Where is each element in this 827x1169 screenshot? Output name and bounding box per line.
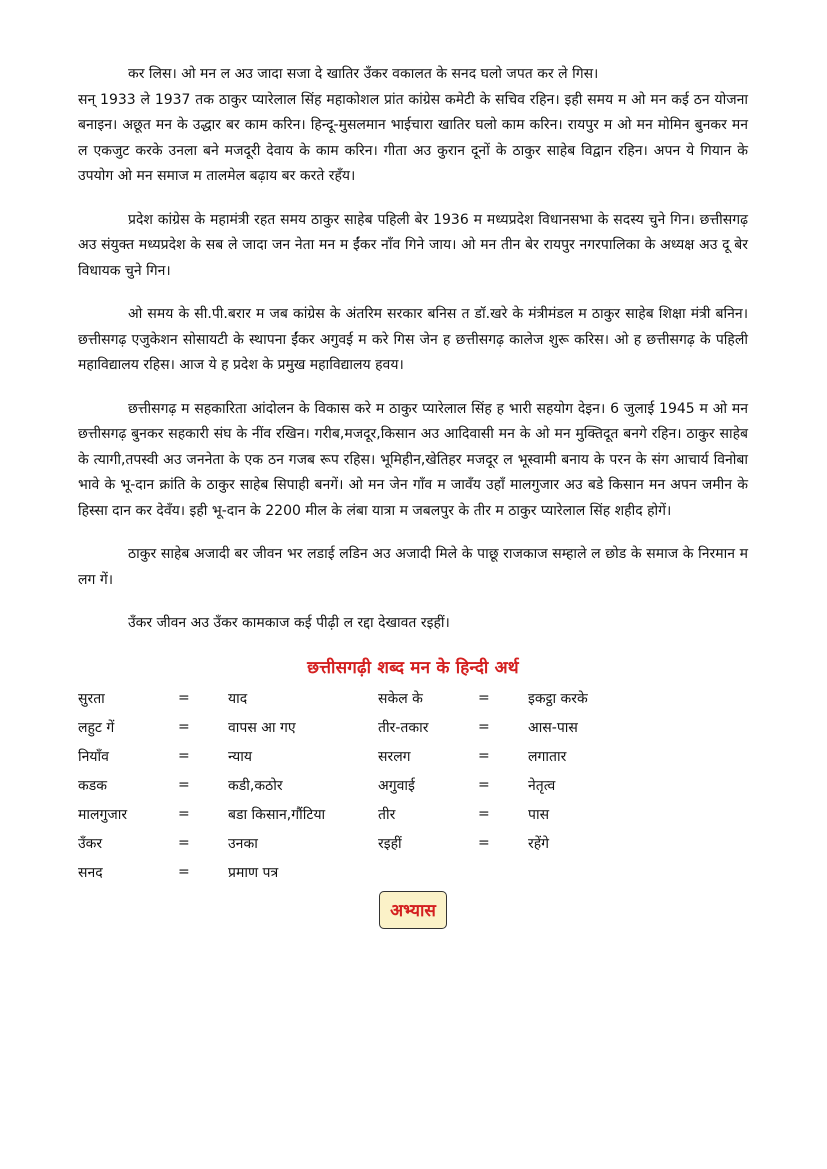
glossary-meaning: नेतृत्व — [528, 777, 556, 794]
glossary-meaning: वापस आ गए — [228, 719, 296, 736]
glossary-equals: = — [478, 777, 490, 793]
paragraph-3: प्रदेश कांग्रेस के महामंत्री रहत समय ठाकुर साहेब पहिली बेर 1936 म मध्यप्रदेश विधानसभा के सदस्य चुने गिन। छत्तीसगढ़ अउ संयुक्त मध्यप्रदेश के सब ले जादा जन नेता मन म ईंकर नाँव गिने जाय। ओ मन तीन बेर रायपुर नगरपालिका के अध्यक्ष अउ दू बेर विधायक चुने गिन। — [78, 211, 748, 279]
glossary-row — [78, 771, 748, 800]
glossary-row — [78, 800, 748, 829]
document-page — [78, 62, 748, 929]
glossary-meaning: इकट्ठा करके — [528, 690, 588, 707]
glossary-equals: = — [178, 748, 190, 764]
glossary-meaning: आस-पास — [528, 719, 578, 736]
glossary-equals: = — [178, 806, 190, 822]
glossary-meaning: न्याय — [228, 748, 252, 765]
paragraph-2: सन् 1933 ले 1937 तक ठाकुर प्यारेलाल सिंह महाकोशल प्रांत कांग्रेस कमेटी के सचिव रहिन। इही समय म ओ मन कई ठन योजना बनाइन। अछूत मन के उद्धार बर काम करिन। हिन्दू-मुसलमान भाईचारा खातिर घलो काम करिन। रायपुर म ओ मन मोमिन बुनकर मन ल एकजुट करके उनला बने मजदूरी देवाय के काम करिन। गीता अउ कुरान दूनों के ठाकुर साहेब विद्वान रहिन। अपन ये गियान के उपयोग ओ मन समाज म तालमेल बढ़ाय बर करते रहँय। — [78, 91, 748, 184]
paragraph-6: ठाकुर साहेब अजादी बर जीवन भर लडाई लडिन अउ अजादी मिले के पाछू राजकाज सम्हाले ल छोड के समाज के निरमान म लग गें। — [78, 546, 748, 588]
glossary-equals: = — [178, 835, 190, 851]
glossary-meaning: उनका — [228, 835, 258, 852]
exercise-button[interactable]: अभ्यास — [379, 891, 447, 929]
glossary-word: लहुट गें — [78, 719, 115, 736]
glossary-word: तीर — [378, 806, 396, 823]
glossary-word: कडक — [78, 777, 107, 794]
paragraph-7: उँकर जीवन अउ उँकर कामकाज कई पीढ़ी ल रद्दा देखावत रइहीं। — [128, 615, 450, 631]
glossary-word: अगुवाई — [378, 777, 415, 794]
glossary-equals: = — [178, 777, 190, 793]
paragraph-4: ओ समय के सी.पी.बरार म जब कांग्रेस के अंतरिम सरकार बनिस त डॉ.खरे के मंत्रीमंडल म ठाकुर साहेब शिक्षा मंत्री बनिन। छत्तीसगढ़ एजुकेशन सोसायटी के स्थापना ईंकर अगुवई म करे गिस जेन ह छत्तीसगढ़ कालेज शुरू करिस। ओ ह छत्तीसगढ़ के पहिली महाविद्यालय रहिस। आज ये ह प्रदेश के प्रमुख महाविद्यालय हवय। — [78, 306, 748, 373]
glossary-word — [378, 858, 478, 887]
glossary-row — [78, 742, 748, 771]
paragraph-5: छत्तीसगढ़ म सहकारिता आंदोलन के विकास करे म ठाकुर प्यारेलाल सिंह ह भारी सहयोग देइन। 6 जुलाई 1945 म ओ मन छत्तीसगढ़ बुनकर सहकारी संघ के नींव रखिन। गरीब,मजदूर,किसान अउ आदिवासी मन के ओ मन मुक्तिदूत बनगे रहिन। ठाकुर साहेब के त्यागी,तपस्वी अउ जननेता के एक ठन गजब रूप रहिस। भूमिहीन,खेतिहर मजदूर ल भूस्वामी बनाय के परन के संग आचार्य विनोबा भावे के भू-दान क्रांति के ठाकुर साहेब सिपाही बनगें। ओ मन जेन गाँव म जावँय उहाँ मालगुजार अउ बडे किसान मन अपन जमीन के हिस्सा दान कर देवँय। इही भू-दान के 2200 मील के लंबा यात्रा म जबलपुर के तीर म ठाकुर प्यारेलाल सिंह शहीद होगें। — [78, 400, 748, 519]
glossary-equals: = — [478, 719, 490, 735]
glossary-row — [78, 829, 748, 858]
glossary-equals: = — [178, 864, 190, 880]
glossary-word: नियाँव — [78, 748, 109, 765]
glossary-meaning: बडा किसान,गौंटिया — [228, 806, 326, 823]
glossary-word: रइहीं — [378, 835, 402, 852]
glossary-equals: = — [178, 690, 190, 706]
glossary-table — [78, 684, 748, 887]
glossary-word: मालगुजार — [78, 806, 128, 823]
glossary-word: तीर-तकार — [378, 719, 429, 736]
glossary-row — [78, 858, 748, 887]
glossary-meaning: पास — [528, 806, 550, 823]
glossary-word: सुरता — [78, 690, 105, 707]
glossary-meaning: याद — [228, 690, 248, 707]
glossary-title: छत्तीसगढ़ी शब्द मन के हिन्दी अर्थ — [307, 657, 519, 678]
glossary-meaning: लगातार — [528, 748, 567, 765]
glossary-word: सरलग — [378, 748, 411, 765]
glossary-word: सकेल के — [378, 690, 423, 707]
glossary-word: उँकर — [78, 835, 103, 852]
glossary-equals: = — [478, 806, 490, 822]
glossary-equals: = — [478, 748, 490, 764]
glossary-meaning: कडी,कठोर — [228, 777, 283, 794]
glossary-equals: = — [178, 719, 190, 735]
glossary-equals: = — [478, 835, 490, 851]
glossary-equals: = — [478, 690, 490, 706]
glossary-equals — [478, 858, 528, 887]
glossary-meaning: रहेंगे — [528, 835, 550, 852]
glossary-row — [78, 684, 748, 713]
glossary-row — [78, 713, 748, 742]
paragraph-1: कर लिस। ओ मन ल अउ जादा सजा दे खातिर उँकर वकालत के सनद घलो जपत कर ले गिस। — [128, 66, 599, 82]
glossary-meaning — [528, 858, 748, 887]
glossary-word: सनद — [78, 864, 103, 881]
glossary-meaning: प्रमाण पत्र — [228, 864, 279, 881]
